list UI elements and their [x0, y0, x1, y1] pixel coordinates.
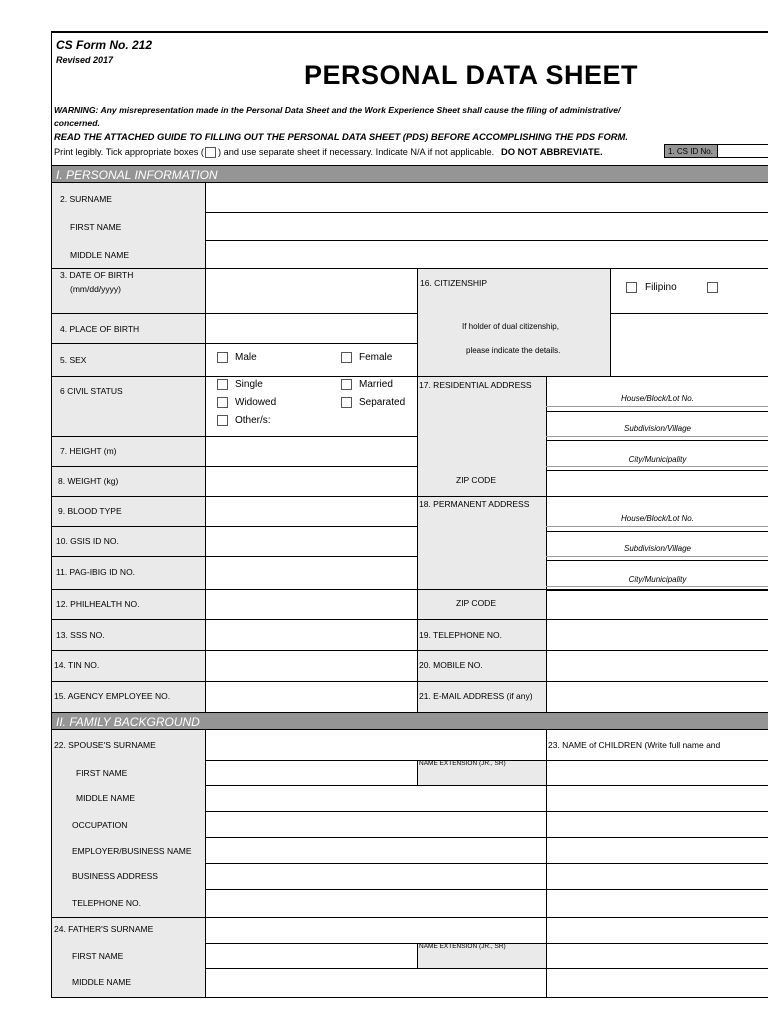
- cs-id-field[interactable]: [718, 144, 768, 158]
- label-residential-address: 17. RESIDENTIAL ADDRESS: [419, 380, 532, 390]
- male-checkbox[interactable]: [217, 352, 228, 363]
- form-number: CS Form No. 212: [56, 38, 153, 52]
- label-place-of-birth: 4. PLACE OF BIRTH: [60, 324, 140, 334]
- others-checkbox[interactable]: [217, 415, 228, 426]
- label-spouse-name-extension: NAME EXTENSION (JR., SR): [419, 760, 506, 767]
- read-guide-note: READ THE ATTACHED GUIDE TO FILLING OUT THE PERSONAL DATA SHEET (PDS) BEFORE ACCOMPLISHING THE PDS FORM.: [54, 131, 628, 142]
- label-dob-format: (mm/dd/yyyy): [70, 284, 121, 294]
- dual-citizenship-checkbox[interactable]: [707, 282, 718, 293]
- label-spouse-middle-name: MIDDLE NAME: [76, 793, 136, 803]
- perm-house-caption: House/Block/Lot No.: [621, 514, 694, 523]
- print-instruction-a: Print legibly. Tick appropriate boxes (: [54, 147, 204, 157]
- widowed-label: Widowed: [235, 397, 277, 408]
- female-label: Female: [359, 352, 393, 363]
- label-height: 7. HEIGHT (m): [60, 446, 117, 456]
- no-abbreviate-note: DO NOT ABBREVIATE.: [501, 146, 603, 157]
- section-family-background: II. FAMILY BACKGROUND: [52, 712, 768, 730]
- label-spouse-telephone: TELEPHONE NO.: [72, 898, 141, 908]
- res-zip-label: ZIP CODE: [456, 475, 496, 485]
- page-title: PERSONAL DATA SHEET: [304, 60, 639, 90]
- res-house-caption: House/Block/Lot No.: [621, 394, 694, 403]
- sample-checkbox-icon: [205, 147, 216, 158]
- label-tin: 14. TIN NO.: [54, 660, 100, 670]
- warning-line-1: WARNING: Any misrepresentation made in the Personal Data Sheet and the Work Experience Sheet shall cause the filing of administrative/: [54, 105, 621, 115]
- res-subdivision-caption: Subdivision/Village: [623, 424, 691, 433]
- label-father-middle-name: MIDDLE NAME: [72, 977, 132, 987]
- others-label: Other/s:: [235, 415, 271, 426]
- label-permanent-address: 18. PERMANENT ADDRESS: [419, 499, 530, 509]
- res-city-caption: City/Municipality: [628, 455, 687, 464]
- single-checkbox[interactable]: [217, 379, 228, 390]
- label-first-name: FIRST NAME: [70, 222, 122, 232]
- cs-id-label: 1. CS ID No.: [664, 144, 718, 158]
- widowed-checkbox[interactable]: [217, 397, 228, 408]
- pds-form: [51, 31, 768, 998]
- single-label: Single: [235, 379, 263, 390]
- label-occupation: OCCUPATION: [72, 820, 128, 830]
- label-telephone: 19. TELEPHONE NO.: [419, 630, 502, 640]
- label-spouse-surname: 22. SPOUSE'S SURNAME: [54, 740, 156, 750]
- label-surname: 2. SURNAME: [60, 194, 112, 204]
- male-label: Male: [235, 352, 257, 363]
- separated-checkbox[interactable]: [341, 397, 352, 408]
- label-agency-employee-no: 15. AGENCY EMPLOYEE NO.: [54, 691, 171, 701]
- label-business-address: BUSINESS ADDRESS: [72, 871, 158, 881]
- label-spouse-first-name: FIRST NAME: [76, 768, 128, 778]
- warning-line-2: concerned.: [54, 118, 100, 128]
- label-father-surname: 24. FATHER'S SURNAME: [54, 924, 154, 934]
- label-sex: 5. SEX: [60, 355, 87, 365]
- label-date-of-birth: 3. DATE OF BIRTH: [60, 270, 134, 280]
- section-personal-information: I. PERSONAL INFORMATION: [52, 165, 768, 183]
- label-weight: 8. WEIGHT (kg): [58, 476, 119, 486]
- dual-note-1: If holder of dual citizenship,: [462, 322, 559, 331]
- filipino-checkbox[interactable]: [626, 282, 637, 293]
- label-email: 21. E-MAIL ADDRESS (if any): [419, 691, 533, 701]
- print-instruction-b: ) and use separate sheet if necessary. Indicate N/A if not applicable.: [218, 147, 495, 157]
- female-checkbox[interactable]: [341, 352, 352, 363]
- perm-city-caption: City/Municipality: [628, 575, 687, 584]
- label-civil-status: 6 CIVIL STATUS: [60, 386, 123, 396]
- perm-subdivision-caption: Subdivision/Village: [623, 544, 691, 553]
- label-employer: EMPLOYER/BUSINESS NAME: [72, 846, 192, 856]
- label-gsis: 10. GSIS ID NO.: [56, 536, 119, 546]
- separated-label: Separated: [359, 397, 406, 408]
- label-pagibig: 11. PAG-IBIG ID NO.: [56, 567, 136, 577]
- label-citizenship: 16. CITIZENSHIP: [420, 278, 488, 288]
- label-philhealth: 12. PHILHEALTH NO.: [56, 599, 140, 609]
- label-father-name-extension: NAME EXTENSION (JR., SR): [419, 943, 506, 950]
- married-label: Married: [359, 379, 393, 390]
- filipino-label: Filipino: [645, 282, 677, 293]
- label-middle-name: MIDDLE NAME: [70, 250, 130, 260]
- label-sss: 13. SSS NO.: [56, 630, 105, 640]
- dual-note-2: please indicate the details.: [466, 346, 561, 355]
- label-children: 23. NAME of CHILDREN (Write full name and: [548, 740, 721, 750]
- revised-date: Revised 2017: [56, 55, 114, 65]
- married-checkbox[interactable]: [341, 379, 352, 390]
- label-mobile: 20. MOBILE NO.: [419, 660, 483, 670]
- label-father-first-name: FIRST NAME: [72, 951, 124, 961]
- label-blood-type: 9. BLOOD TYPE: [58, 506, 122, 516]
- perm-zip-label: ZIP CODE: [456, 598, 496, 608]
